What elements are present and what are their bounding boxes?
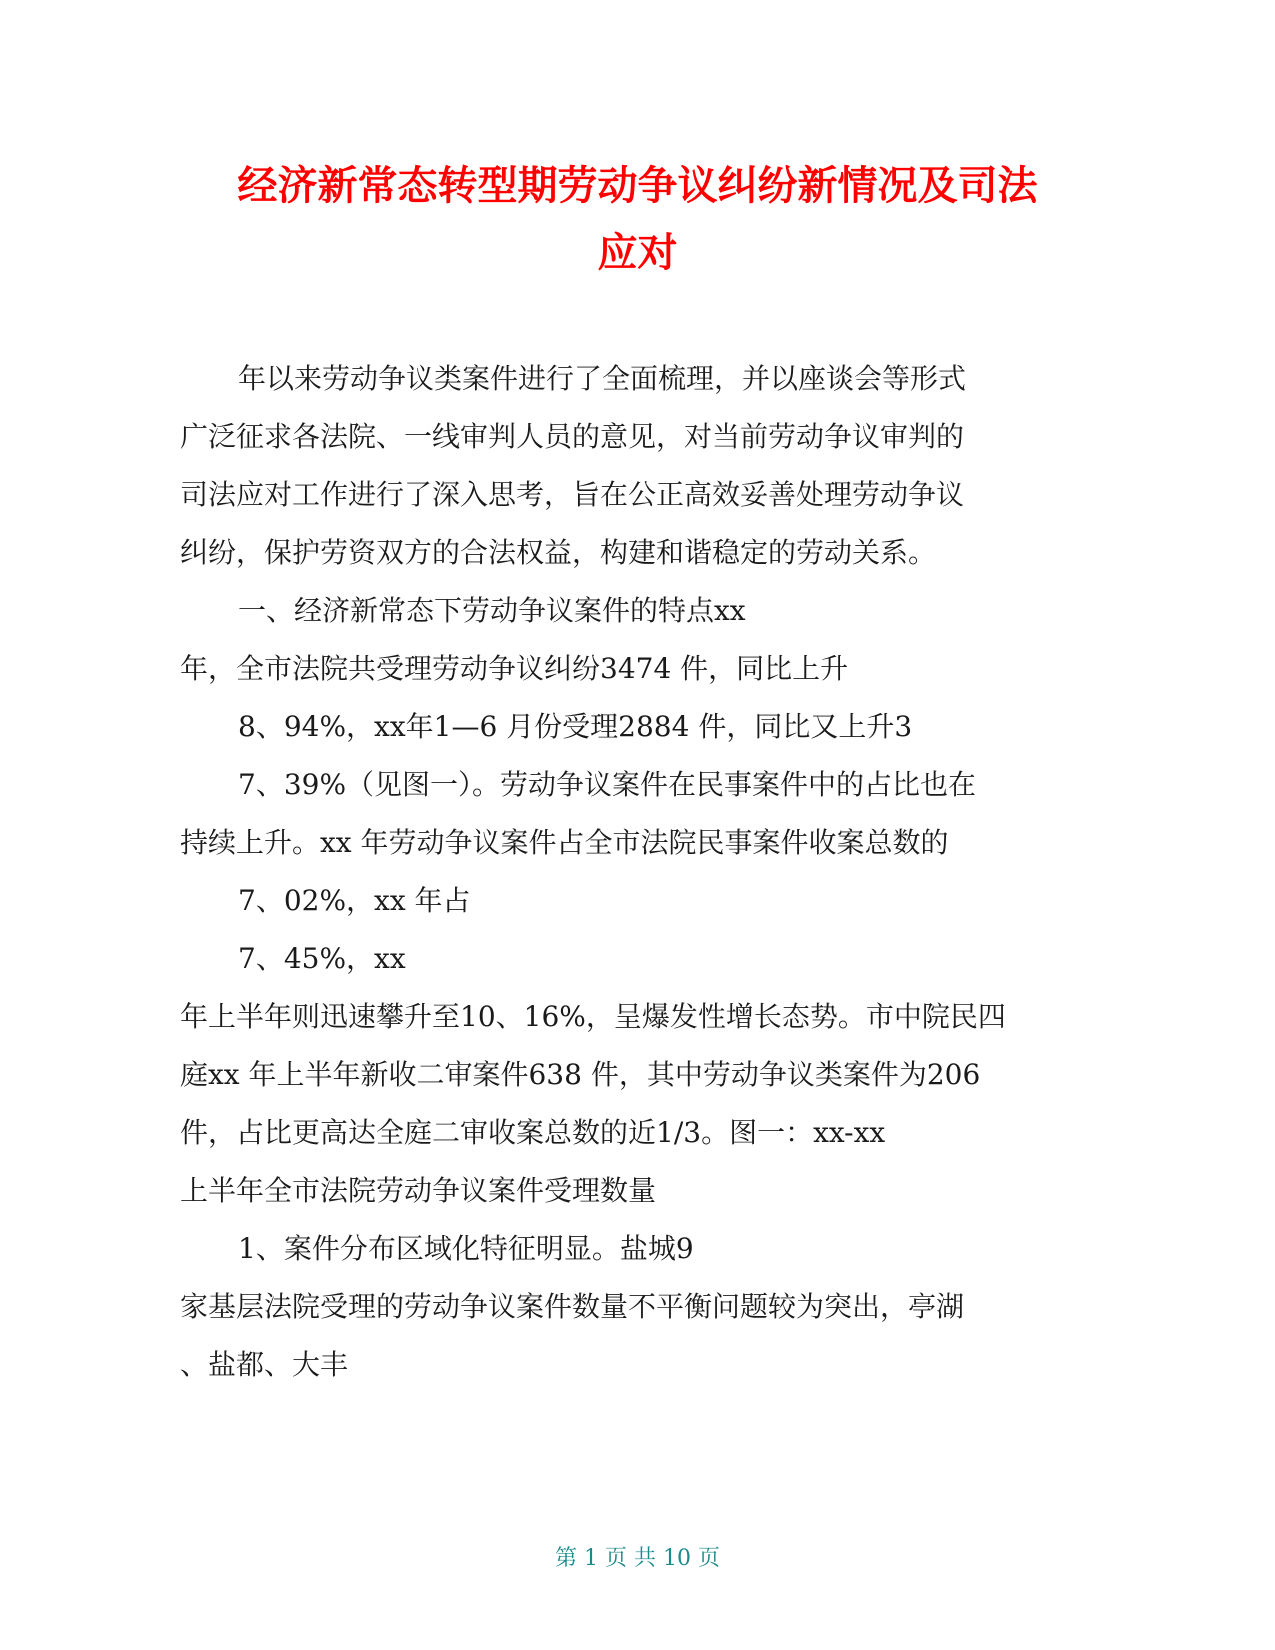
body-line: 广泛征求各法院、一线审判人员的意见，对当前劳动争议审判的 — [180, 420, 965, 453]
body-line: 纠纷，保护劳资双方的合法权益，构建和谐稳定的劳动关系。 — [180, 536, 937, 569]
body-line: 年，全市法院共受理劳动争议纠纷3474 件，同比上升 — [180, 652, 849, 685]
body-line: 8、94%，xx年1—6 月份受理2884 件，同比又上升3 — [238, 710, 913, 743]
body-line: 7、45%，xx — [238, 942, 406, 975]
body-line: 持续上升。xx 年劳动争议案件占全市法院民事案件收案总数的 — [180, 826, 949, 859]
body-line: 年以来劳动争议类案件进行了全面梳理，并以座谈会等形式 — [238, 362, 967, 395]
document-title-line-1: 经济新常态转型期劳动争议纠纷新情况及司法 — [237, 163, 1038, 209]
body-line: 1、案件分布区域化特征明显。盐城9 — [238, 1232, 694, 1265]
body-line: 7、02%，xx 年占 — [238, 884, 471, 917]
body-line: 年上半年则迅速攀升至10、16%，呈爆发性增长态势。市中院民四 — [180, 1000, 1006, 1033]
body-line: 司法应对工作进行了深入思考，旨在公正高效妥善处理劳动争议 — [180, 478, 965, 511]
section-heading: 一、经济新常态下劳动争议案件的特点xx — [238, 594, 746, 627]
document-title-line-2: 应对 — [597, 230, 678, 276]
figure-caption: 上半年全市法院劳动争议案件受理数量 — [180, 1174, 657, 1207]
body-line: 件，占比更高达全庭二审收案总数的近1/3。图一：xx-xx — [180, 1116, 886, 1149]
body-line: 庭xx 年上半年新收二审案件638 件，其中劳动争议类案件为206 — [180, 1058, 981, 1091]
body-line: 7、39%（见图一）。劳动争议案件在民事案件中的占比也在 — [238, 768, 977, 801]
page-number-footer: 第 1 页 共 10 页 — [555, 1546, 720, 1571]
body-line: 家基层法院受理的劳动争议案件数量不平衡问题较为突出，亭湖 — [180, 1290, 965, 1323]
body-line: 、盐都、大丰 — [180, 1348, 349, 1381]
